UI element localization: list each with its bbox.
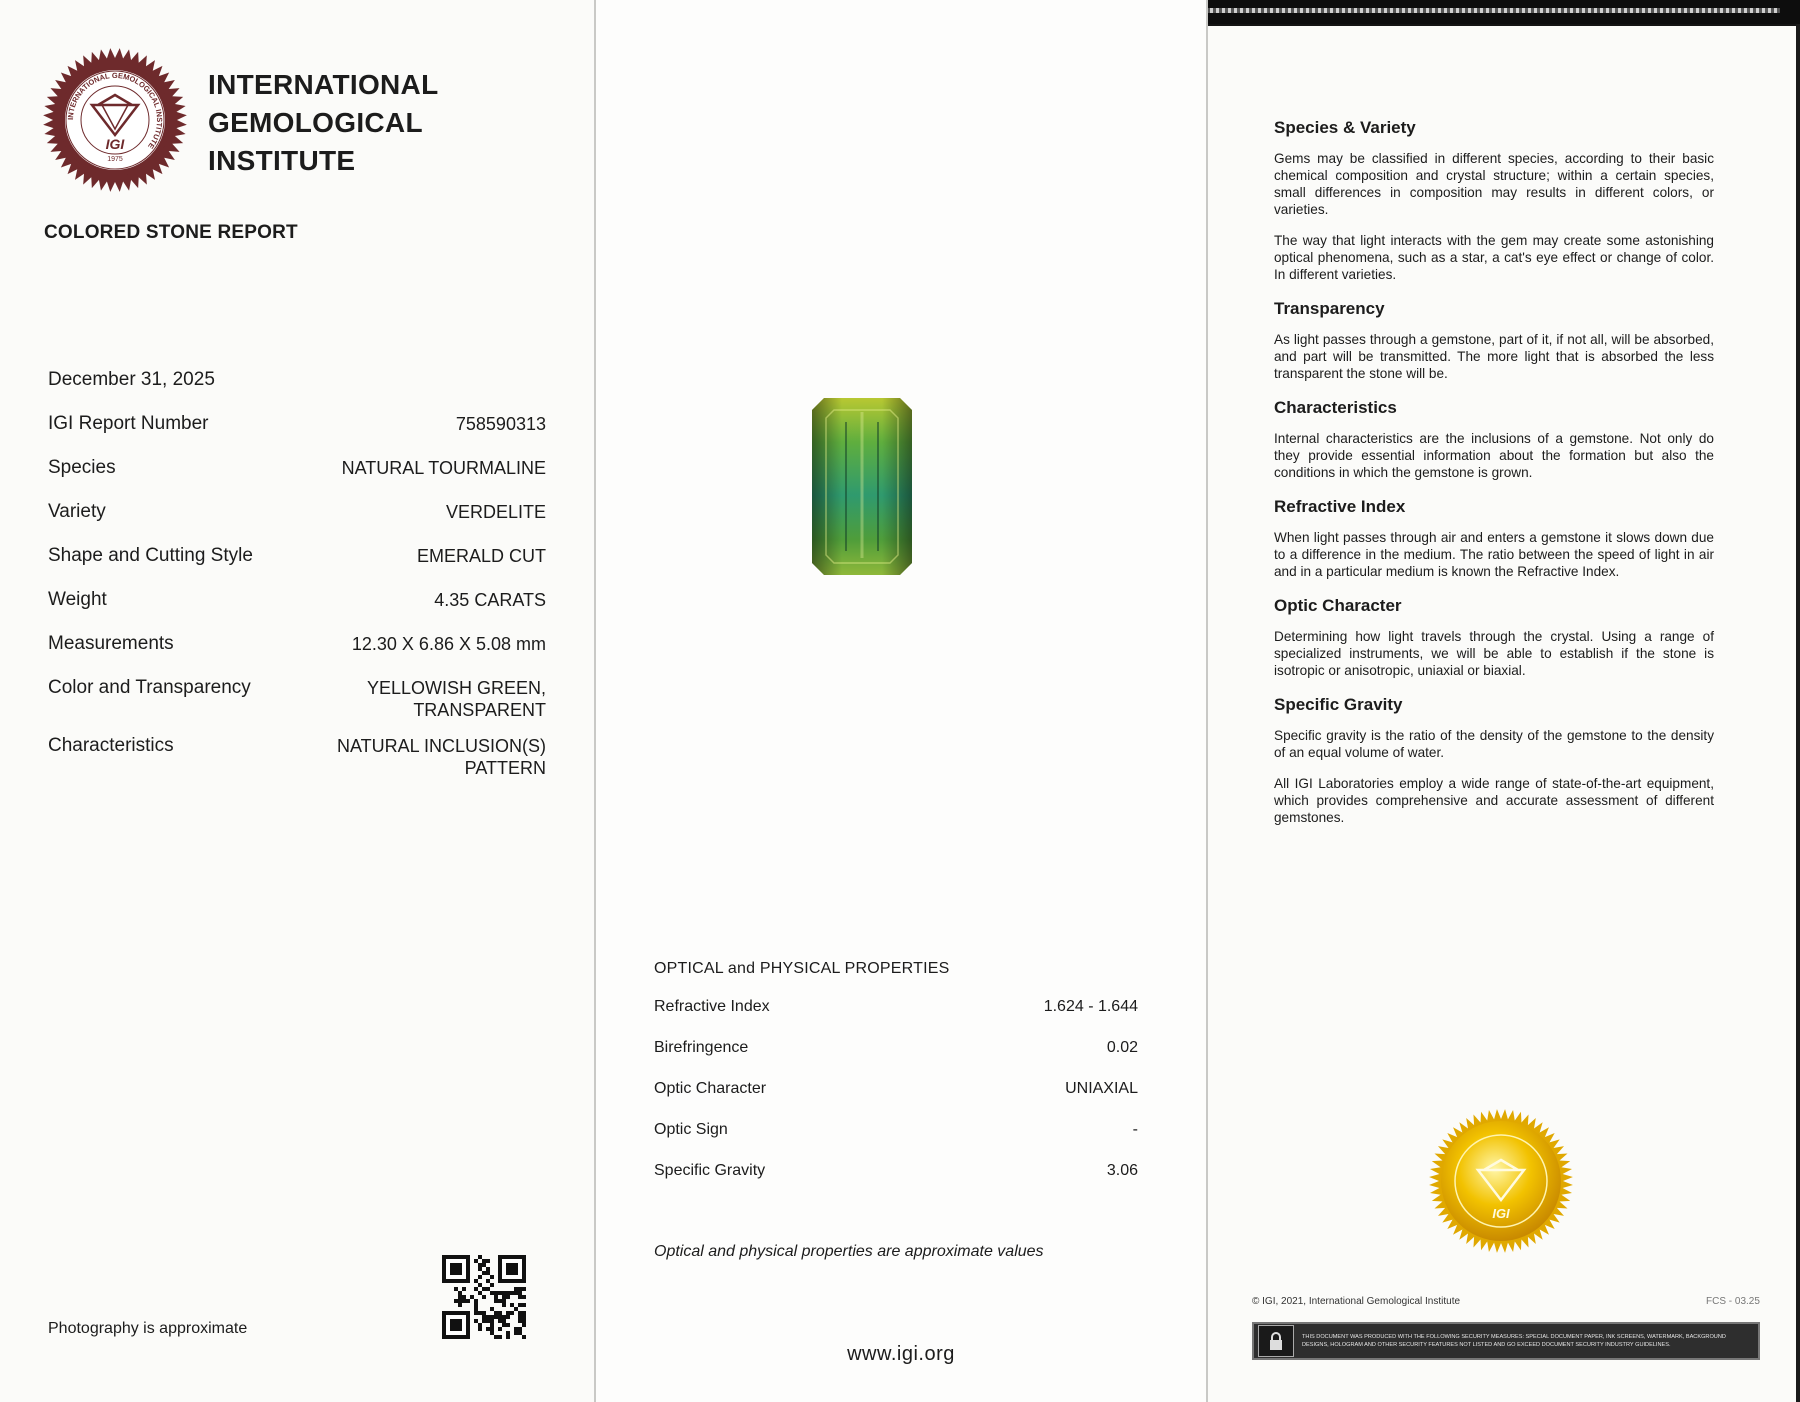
glossary-heading: Species & Variety (1274, 118, 1416, 137)
properties-note: Optical and physical properties are approximate values (654, 1243, 1044, 1260)
property-value: 0.02 (1106, 1039, 1138, 1056)
detail-value (367, 677, 546, 721)
detail-value-line: 4.35 CARATS (434, 590, 546, 610)
detail-label: Species (48, 457, 116, 478)
detail-value-line: VERDELITE (445, 502, 546, 522)
hologram-monogram: IGI (1492, 1206, 1510, 1221)
detail-value (342, 457, 546, 479)
detail-value-line: NATURAL TOURMALINE (341, 458, 546, 478)
glossary-paragraph: Determining how light travels through the crystal. Using a range of specialized instruments, we will be able to establish if the stone is isotropic or anisotropic, uniaxial or biaxial. (1274, 629, 1714, 678)
properties-title: OPTICAL and PHYSICAL PROPERTIES (654, 960, 950, 977)
property-label: Specific Gravity (654, 1162, 766, 1179)
detail-value (446, 501, 546, 523)
detail-value-line: 12.30 X 6.86 X 5.08 mm (351, 634, 546, 654)
property-row (654, 1080, 1138, 1121)
glossary-paragraph: Gems may be classified in different species, according to their basic chemical composition and crystal structure; within a certain species, small differences in composition may results in different colors, or varieties. (1274, 151, 1714, 217)
detail-value-line: PATTERN (464, 758, 546, 778)
glossary-paragraph: Internal characteristics are the inclusions of a gemstone. Not only do they provide essential information about the formation but also the conditions in which the gemstone is grown. (1274, 431, 1714, 480)
property-label: Birefringence (654, 1039, 749, 1056)
glossary-section (1274, 497, 1714, 580)
detail-value-line: EMERALD CUT (416, 546, 546, 566)
property-row (654, 998, 1138, 1039)
detail-value (352, 633, 546, 655)
property-row (654, 1162, 1138, 1203)
detail-row (48, 501, 546, 545)
organization-name (208, 66, 438, 180)
glossary-paragraph: Specific gravity is the ratio of the density of the gemstone to the density of an equal volume of water. (1274, 728, 1714, 760)
photo-note: Photography is approximate (48, 1320, 248, 1337)
detail-value (434, 589, 546, 611)
glossary-heading: Optic Character (1274, 596, 1402, 615)
detail-label: Characteristics (48, 735, 174, 756)
detail-row (48, 633, 546, 677)
igi-seal-icon (40, 45, 190, 195)
glossary-heading: Characteristics (1274, 398, 1397, 417)
hologram-seal-icon (1426, 1106, 1576, 1256)
glossary (1274, 118, 1714, 842)
report-front-panel (0, 0, 594, 1402)
glossary-paragraph: All IGI Laboratories employ a wide range of state-of-the-art equipment, which provides comprehensive and accurate assessment of different gemstones. (1274, 776, 1714, 825)
org-line-1: INTERNATIONAL (208, 69, 439, 100)
detail-value (337, 735, 546, 779)
glossary-section (1274, 596, 1714, 679)
glossary-section (1274, 299, 1714, 382)
detail-label: Measurements (48, 633, 174, 654)
glossary-paragraph: As light passes through a gemstone, part of it, if not all, will be absorbed, and part will be transmitted. The more light that is absorbed the less transparent the stone will be. (1274, 332, 1714, 381)
property-value: 1.624 - 1.644 (1043, 998, 1138, 1015)
glossary-paragraph: When light passes through air and enters a gemstone it slows down due to a difference in the medium. The ratio between the speed of light in air and in a particular medium is known the Refractive Index. (1274, 530, 1714, 579)
detail-label: IGI Report Number (48, 413, 209, 434)
lock-icon (1258, 1325, 1294, 1357)
properties-table (654, 998, 1138, 1203)
detail-row (48, 589, 546, 633)
report-back-panel (1208, 26, 1796, 1402)
detail-label: Variety (48, 501, 106, 522)
property-value: - (1132, 1121, 1138, 1138)
seal-ring-text: INTERNATIONAL GEMOLOGICAL INSTITUTE (65, 70, 165, 151)
detail-row (48, 457, 546, 501)
detail-value-line: 758590313 (455, 414, 546, 434)
property-value: 3.06 (1106, 1162, 1138, 1179)
detail-value-line: NATURAL INCLUSION(S) (336, 736, 546, 756)
report-title: COLORED STONE REPORT (44, 222, 298, 243)
scanner-right-edge (1796, 24, 1800, 1402)
detail-label: Shape and Cutting Style (48, 545, 253, 566)
detail-label: Weight (48, 589, 107, 610)
glossary-section (1274, 118, 1714, 283)
detail-value-line: YELLOWISH GREEN, (366, 678, 546, 698)
detail-value (417, 545, 546, 567)
website-link[interactable]: www.igi.org (847, 1343, 955, 1365)
detail-row (48, 413, 546, 457)
gemstone-photo (812, 398, 912, 575)
detail-value (456, 413, 546, 435)
glossary-paragraph: The way that light interacts with the gem may create some astonishing optical phenomena, such as a star, a cat's eye effect or change of color. In different varieties. (1274, 233, 1714, 282)
report-date: December 31, 2025 (48, 369, 215, 390)
org-line-2: GEMOLOGICAL (208, 107, 423, 138)
form-code: FCS - 03.25 (1706, 1296, 1760, 1307)
report-details (48, 413, 546, 779)
glossary-heading: Transparency (1274, 299, 1385, 318)
org-line-3: INSTITUTE (208, 145, 356, 176)
detail-row (48, 677, 546, 735)
security-notice (1252, 1322, 1760, 1360)
glossary-heading: Refractive Index (1274, 497, 1406, 516)
copyright: © IGI, 2021, International Gemological Institute (1252, 1296, 1461, 1307)
property-row (654, 1121, 1138, 1162)
property-label: Refractive Index (654, 998, 770, 1015)
security-text: THIS DOCUMENT WAS PRODUCED WITH THE FOLLOWING SECURITY MEASURES: SPECIAL DOCUMENT PAPER, INK SCREENS, WATERMARK, BACKGROUND DESIGNS, HOLOGRAM AND OTHER SECURITY FEATURES NOT LISTED AND GO EXCEED DOCUMENT SECURITY INDUSTRY GUIDELINES. (1302, 1334, 1726, 1348)
property-label: Optic Sign (654, 1121, 728, 1138)
qr-code[interactable] (442, 1255, 526, 1339)
detail-row (48, 545, 546, 589)
detail-label: Color and Transparency (48, 677, 251, 698)
property-row (654, 1039, 1138, 1080)
glossary-heading: Specific Gravity (1274, 695, 1403, 714)
seal-monogram: IGI (105, 136, 125, 152)
glossary-section (1274, 398, 1714, 481)
detail-row (48, 735, 546, 779)
seal-year: 1975 (107, 156, 123, 163)
glossary-section (1274, 695, 1714, 826)
detail-value-line: TRANSPARENT (413, 700, 546, 720)
property-label: Optic Character (654, 1080, 767, 1097)
report-middle-panel (596, 0, 1206, 1402)
property-value: UNIAXIAL (1065, 1080, 1138, 1097)
